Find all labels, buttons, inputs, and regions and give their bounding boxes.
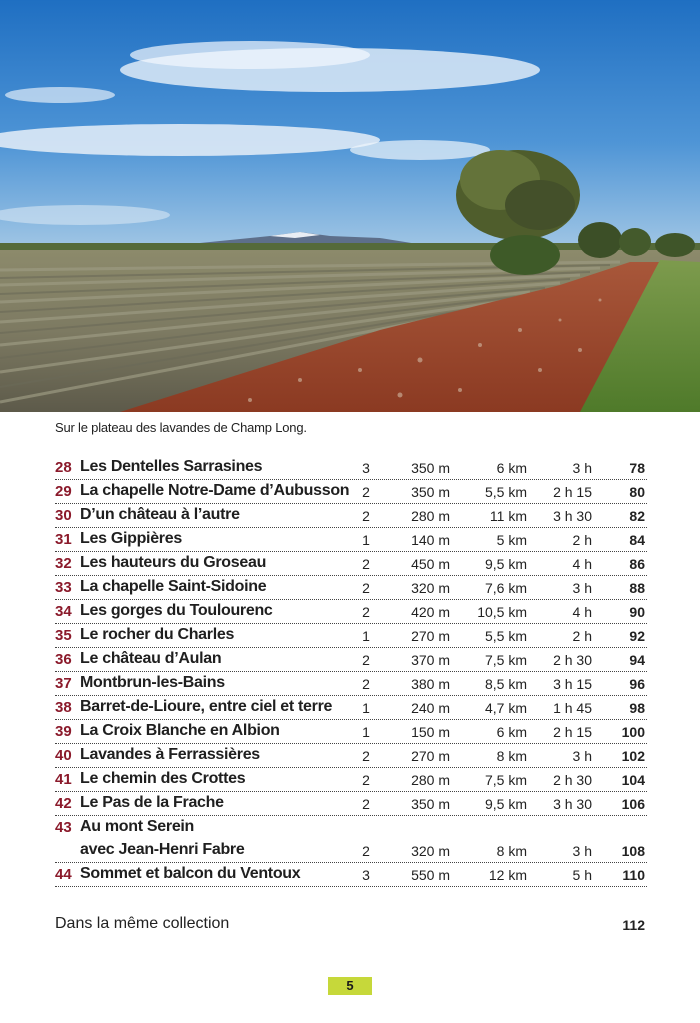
route-distance: 7,5 km <box>484 652 527 668</box>
route-page: 98 <box>629 700 645 716</box>
route-distance: 7,5 km <box>484 772 527 788</box>
route-elevation: 280 m <box>411 508 450 524</box>
route-distance: 9,5 km <box>484 556 527 572</box>
route-title-continued: avec Jean-Henri Fabre <box>80 841 245 858</box>
route-title: La chapelle Saint-Sidoine <box>80 578 267 595</box>
route-number: 33 <box>55 579 72 596</box>
route-distance: 11 km <box>489 508 527 524</box>
route-page: 108 <box>621 843 645 859</box>
route-number: 39 <box>55 723 72 740</box>
route-duration: 3 h 30 <box>553 796 592 812</box>
route-number: 30 <box>55 507 72 524</box>
route-page: 94 <box>629 652 645 668</box>
route-number: 44 <box>55 866 72 883</box>
route-title: D’un château à l’autre <box>80 506 240 523</box>
route-title: Montbrun-les-Bains <box>80 674 225 691</box>
route-title: Les gorges du Toulourenc <box>80 602 273 619</box>
route-page: 90 <box>629 604 645 620</box>
route-row <box>55 576 647 600</box>
route-elevation: 270 m <box>411 748 450 764</box>
route-page: 80 <box>629 484 645 500</box>
route-elevation: 320 m <box>411 580 450 596</box>
route-page: 100 <box>621 724 645 740</box>
route-title: Au mont Serein <box>80 818 195 835</box>
route-number: 32 <box>55 555 72 572</box>
route-difficulty: 1 <box>362 700 370 716</box>
route-row <box>55 720 647 744</box>
route-number: 34 <box>55 603 72 620</box>
route-title: La Croix Blanche en Albion <box>80 722 280 739</box>
route-title: Les hauteurs du Groseau <box>80 554 267 571</box>
route-difficulty: 2 <box>362 796 370 812</box>
photo-caption: Sur le plateau des lavandes de Champ Long. <box>55 420 307 435</box>
route-number: 41 <box>55 771 72 788</box>
route-distance: 5,5 km <box>484 484 527 500</box>
route-page: 82 <box>629 508 645 524</box>
route-distance: 10,5 km <box>477 604 527 620</box>
route-difficulty: 2 <box>362 676 370 692</box>
route-difficulty: 1 <box>362 532 370 548</box>
route-title: Le rocher du Charles <box>80 626 235 643</box>
route-row <box>55 480 647 504</box>
route-difficulty: 3 <box>362 867 370 883</box>
route-duration: 2 h <box>572 532 592 548</box>
route-difficulty: 2 <box>362 843 370 859</box>
route-duration: 4 h <box>572 604 592 620</box>
route-number: 35 <box>55 627 72 644</box>
route-page: 88 <box>629 580 645 596</box>
route-elevation: 240 m <box>411 700 450 716</box>
route-duration: 3 h 30 <box>553 508 592 524</box>
route-row <box>55 552 647 576</box>
route-title: La chapelle Notre-Dame d’Aubusson <box>80 482 350 499</box>
route-elevation: 420 m <box>411 604 450 620</box>
route-page: 86 <box>629 556 645 572</box>
route-row <box>55 863 647 887</box>
route-number: 31 <box>55 531 72 548</box>
route-page: 78 <box>629 460 645 476</box>
route-table <box>55 456 647 887</box>
route-title: Le chemin des Crottes <box>80 770 246 787</box>
route-page: 92 <box>629 628 645 644</box>
route-distance: 6 km <box>496 460 527 476</box>
route-duration: 2 h 30 <box>553 772 592 788</box>
route-page: 84 <box>629 532 645 548</box>
route-distance: 5,5 km <box>484 628 527 644</box>
route-row <box>55 528 647 552</box>
route-page: 96 <box>629 676 645 692</box>
route-number: 28 <box>55 459 72 476</box>
route-elevation: 280 m <box>411 772 450 788</box>
route-distance: 8,5 km <box>484 676 527 692</box>
route-number: 43 <box>55 819 72 836</box>
route-elevation: 450 m <box>411 556 450 572</box>
route-title: Lavandes à Ferrassières <box>80 746 260 763</box>
route-page: 102 <box>621 748 645 764</box>
route-row <box>55 456 647 480</box>
route-distance: 7,6 km <box>484 580 527 596</box>
route-page: 104 <box>621 772 645 788</box>
route-duration: 3 h 15 <box>553 676 592 692</box>
route-elevation: 350 m <box>411 460 450 476</box>
route-difficulty: 2 <box>362 748 370 764</box>
route-difficulty: 2 <box>362 604 370 620</box>
route-duration: 2 h <box>572 628 592 644</box>
route-row <box>55 504 647 528</box>
route-difficulty: 2 <box>362 484 370 500</box>
route-number: 42 <box>55 795 72 812</box>
route-difficulty: 2 <box>362 580 370 596</box>
route-number: 29 <box>55 483 72 500</box>
route-row <box>55 600 647 624</box>
route-elevation: 320 m <box>411 843 450 859</box>
route-duration: 4 h <box>572 556 592 572</box>
route-distance: 8 km <box>496 748 527 764</box>
route-row <box>55 816 647 863</box>
route-row <box>55 624 647 648</box>
route-distance: 6 km <box>496 724 527 740</box>
route-row <box>55 744 647 768</box>
route-difficulty: 2 <box>362 508 370 524</box>
route-elevation: 270 m <box>411 628 450 644</box>
route-duration: 3 h <box>572 843 592 859</box>
route-title: Le Pas de la Frache <box>80 794 224 811</box>
route-title: Barret-de-Lioure, entre ciel et terre <box>80 698 333 715</box>
route-page: 110 <box>622 867 645 883</box>
landscape-photo <box>0 0 700 412</box>
route-title: Les Dentelles Sarrasines <box>80 458 263 475</box>
route-title: Le château d’Aulan <box>80 650 222 667</box>
route-duration: 2 h 15 <box>553 484 592 500</box>
route-elevation: 150 m <box>411 724 450 740</box>
route-row <box>55 672 647 696</box>
route-duration: 3 h <box>572 748 592 764</box>
route-row <box>55 648 647 672</box>
route-distance: 8 km <box>496 843 527 859</box>
route-elevation: 140 m <box>411 532 450 548</box>
route-duration: 1 h 45 <box>553 700 592 716</box>
route-number: 38 <box>55 699 72 716</box>
route-difficulty: 1 <box>362 628 370 644</box>
route-distance: 9,5 km <box>484 796 527 812</box>
route-difficulty: 2 <box>362 772 370 788</box>
route-page: 106 <box>621 796 645 812</box>
route-number: 36 <box>55 651 72 668</box>
route-row <box>55 696 647 720</box>
route-row <box>55 792 647 816</box>
route-elevation: 380 m <box>411 676 450 692</box>
route-distance: 5 km <box>496 532 527 548</box>
route-duration: 2 h 15 <box>553 724 592 740</box>
route-distance: 4,7 km <box>484 700 527 716</box>
route-difficulty: 2 <box>362 556 370 572</box>
route-number: 37 <box>55 675 72 692</box>
route-distance: 12 km <box>488 867 527 883</box>
route-difficulty: 2 <box>362 652 370 668</box>
route-elevation: 350 m <box>411 796 450 812</box>
route-number: 40 <box>55 747 72 764</box>
collection-label: Dans la même collection <box>55 915 230 932</box>
route-elevation: 370 m <box>411 652 450 668</box>
collection-page: 112 <box>622 917 645 933</box>
route-elevation: 350 m <box>411 484 450 500</box>
route-difficulty: 3 <box>362 460 370 476</box>
route-row <box>55 768 647 792</box>
route-duration: 2 h 30 <box>553 652 592 668</box>
route-elevation: 550 m <box>411 867 450 883</box>
route-duration: 3 h <box>572 460 592 476</box>
route-title: Sommet et balcon du Ventoux <box>80 865 301 882</box>
route-difficulty: 1 <box>362 724 370 740</box>
route-duration: 5 h <box>572 867 592 883</box>
route-title: Les Gippières <box>80 530 182 547</box>
route-duration: 3 h <box>572 580 592 596</box>
page-number: 5 <box>328 977 372 995</box>
